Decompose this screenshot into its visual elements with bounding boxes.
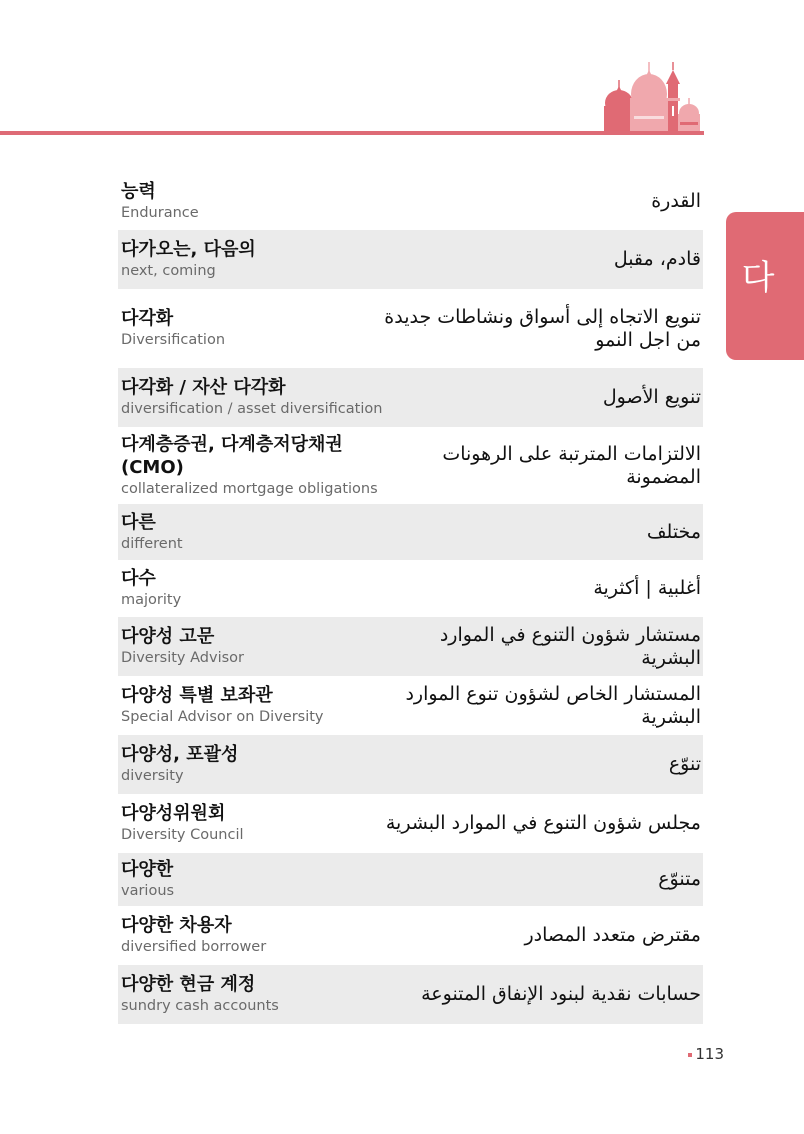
korean-term: 다양한 bbox=[121, 859, 174, 880]
glossary-row bbox=[118, 427, 703, 504]
english-term: different bbox=[121, 535, 183, 552]
english-term: various bbox=[121, 883, 175, 899]
english-term: sundry cash accounts bbox=[121, 998, 279, 1014]
english-term: majority bbox=[121, 592, 182, 608]
arabic-term: مجلس شؤون التنوع في الموارد البشرية bbox=[385, 812, 701, 834]
arabic-term: تنويع الأصول bbox=[602, 386, 701, 408]
korean-term: 다수 bbox=[121, 568, 156, 589]
arabic-term: متنوّع bbox=[658, 868, 701, 890]
mosque-illustration bbox=[600, 58, 704, 134]
glossary-row bbox=[118, 735, 703, 794]
english-term: Diversity Advisor bbox=[121, 650, 244, 666]
arabic-term: القدرة bbox=[651, 189, 701, 212]
english-term: Diversity Council bbox=[121, 827, 244, 843]
korean-term: 다각화 bbox=[121, 308, 174, 329]
glossary-row bbox=[118, 289, 703, 368]
page-number-dot bbox=[688, 1053, 692, 1057]
korean-term: 다가오는, 다음의 bbox=[121, 239, 256, 260]
glossary-row bbox=[118, 368, 703, 427]
english-term: Endurance bbox=[121, 204, 199, 221]
english-term: collateralized mortgage obligations bbox=[121, 480, 378, 497]
glossary-row bbox=[118, 617, 703, 676]
glossary-table bbox=[118, 172, 703, 1024]
korean-term: 능력 bbox=[121, 180, 156, 202]
section-tab-letter: 다 bbox=[741, 258, 775, 298]
glossary-row bbox=[118, 965, 703, 1024]
arabic-term: قادم، مقبل bbox=[613, 248, 701, 270]
arabic-term: أغلبية | أكثرية bbox=[593, 577, 701, 599]
korean-term: 다양성 특별 보좌관 bbox=[121, 685, 273, 706]
english-term: diversified borrower bbox=[121, 939, 267, 955]
korean-term: 다각화 / 자산 다각화 bbox=[121, 377, 286, 398]
arabic-term: المستشار الخاص لشؤون تنوع الموارد البشرية bbox=[405, 682, 701, 728]
arabic-term: تنويع الاتجاه إلى أسواق ونشاطات جديدة من اجل النمو bbox=[384, 305, 701, 351]
glossary-row bbox=[118, 794, 703, 853]
arabic-term: مستشار شؤون التنوع في الموارد البشرية bbox=[439, 623, 701, 669]
korean-term: 다양성 고문 bbox=[121, 626, 215, 647]
header-rule bbox=[0, 131, 704, 135]
arabic-term: مختلف bbox=[646, 520, 701, 543]
arabic-term: تنوّع bbox=[668, 753, 701, 775]
glossary-row bbox=[118, 676, 703, 735]
arabic-term: الالتزامات المترتبة على الرهونات المضمونة bbox=[442, 442, 701, 488]
page-number-text: 113 bbox=[695, 1045, 724, 1063]
page-number bbox=[688, 1045, 724, 1063]
korean-term: 다양한 차용자 bbox=[121, 915, 232, 936]
glossary-row bbox=[118, 906, 703, 965]
glossary-row bbox=[118, 560, 703, 617]
glossary-row bbox=[118, 230, 703, 289]
english-term: next, coming bbox=[121, 263, 216, 279]
glossary-row bbox=[118, 853, 703, 906]
english-term: Diversification bbox=[121, 332, 226, 348]
korean-term: 다른 bbox=[121, 511, 156, 533]
korean-term: 다계층증권, 다계층저당채권 (CMO) bbox=[121, 433, 343, 478]
glossary-row bbox=[118, 504, 703, 560]
english-term: diversification / asset diversification bbox=[121, 401, 383, 417]
arabic-term: مقترض متعدد المصادر bbox=[524, 924, 701, 946]
korean-term: 다양한 현금 계정 bbox=[121, 974, 256, 995]
korean-term: 다양성, 포괄성 bbox=[121, 744, 239, 765]
arabic-term: حسابات نقدية لبنود الإنفاق المتنوعة bbox=[421, 983, 701, 1005]
korean-term: 다양성위원회 bbox=[121, 803, 226, 824]
english-term: diversity bbox=[121, 768, 184, 784]
glossary-row bbox=[118, 172, 703, 230]
english-term: Special Advisor on Diversity bbox=[121, 709, 324, 725]
